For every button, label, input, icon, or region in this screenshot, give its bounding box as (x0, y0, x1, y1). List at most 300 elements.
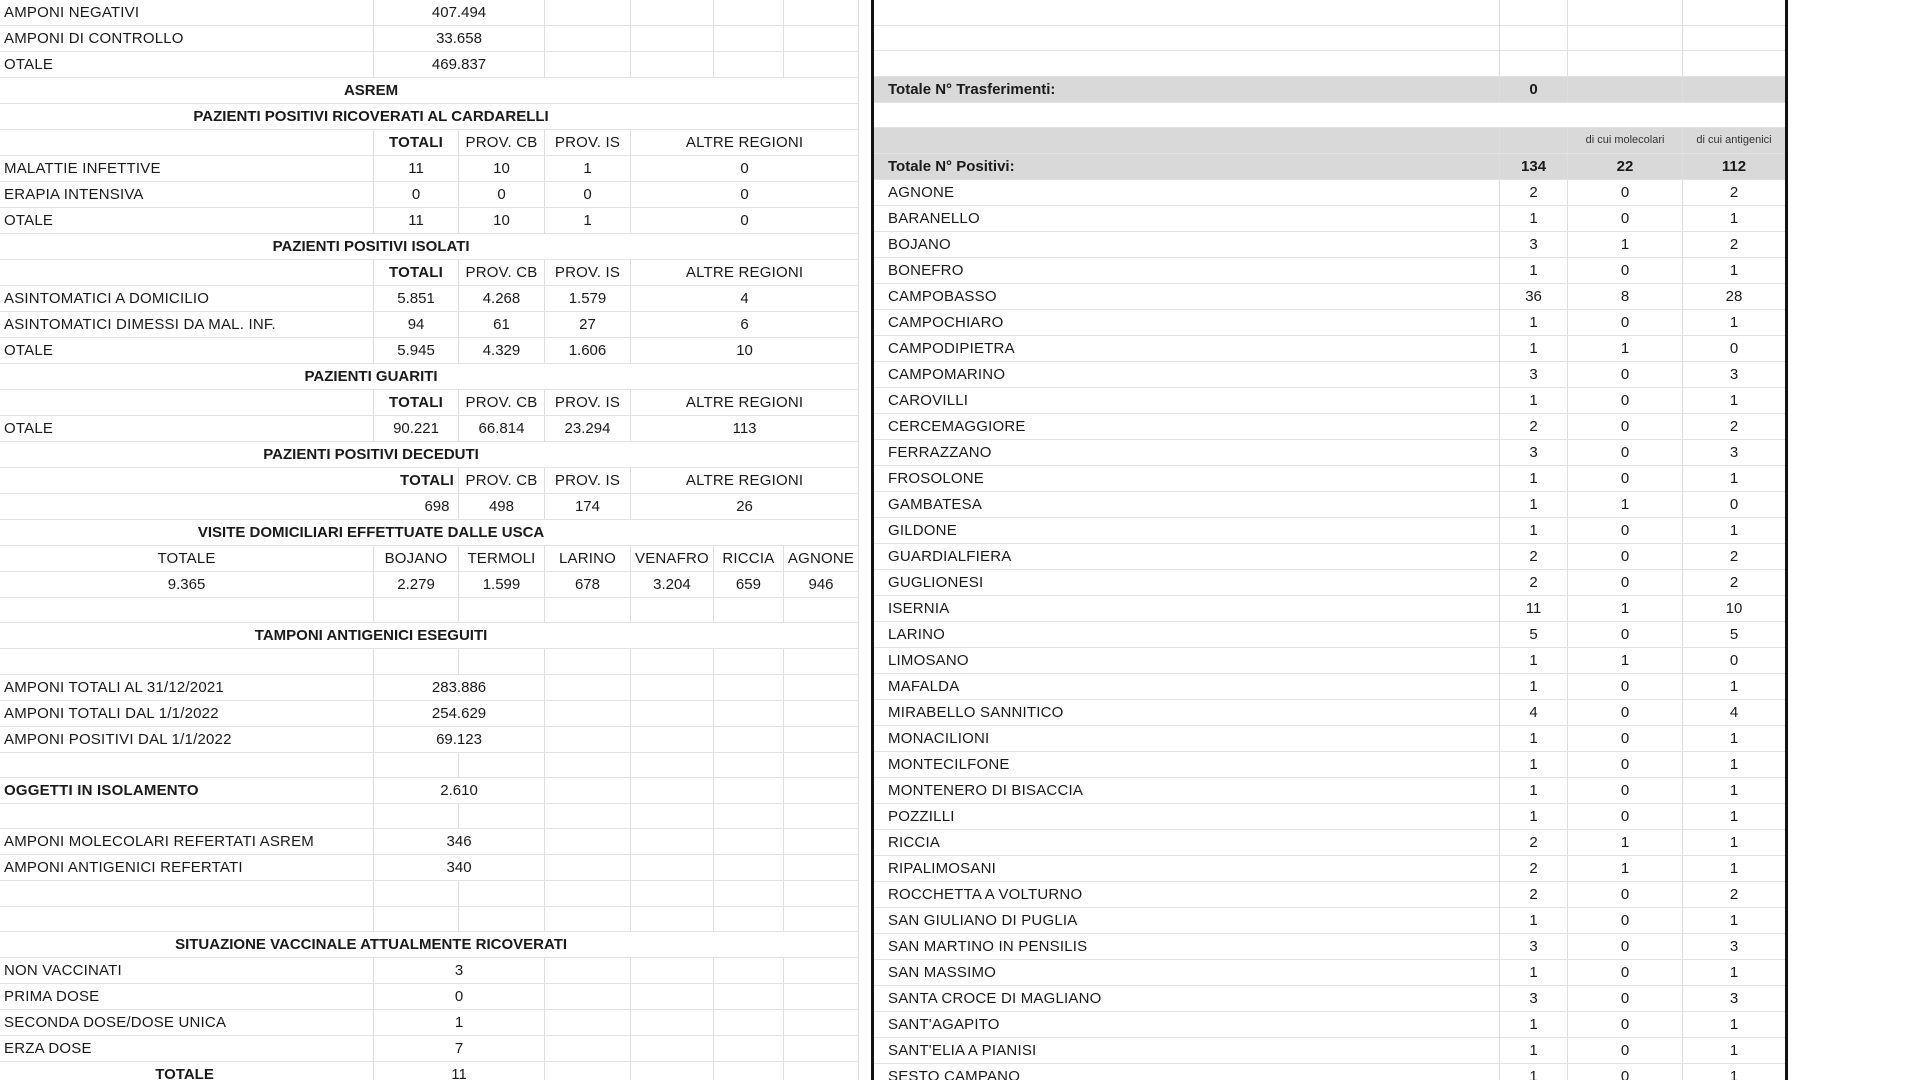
comune-name[interactable]: CERCEMAGGIORE (874, 413, 1500, 439)
comune-name[interactable]: RIPALIMOSANI (874, 855, 1500, 881)
column-header[interactable]: BOJANO (374, 546, 459, 572)
comune-antigenici[interactable]: 1 (1683, 309, 1786, 335)
empty-cell[interactable] (713, 778, 783, 804)
comune-total[interactable]: 3 (1500, 361, 1568, 387)
comune-name[interactable]: RICCIA (874, 829, 1500, 855)
comune-name[interactable]: SANT'AGAPITO (874, 1011, 1500, 1037)
row-label[interactable]: AMPONI ANTIGENICI REFERTATI (0, 855, 374, 881)
positivi-label[interactable]: Totale N° Positivi: (874, 153, 1500, 179)
comune-total[interactable]: 1 (1500, 309, 1568, 335)
row-label[interactable]: ERAPIA INTENSIVA (0, 182, 374, 208)
empty-cell[interactable] (630, 881, 713, 906)
empty-cell[interactable] (630, 26, 713, 52)
comune-antigenici[interactable]: 0 (1683, 335, 1786, 361)
comune-antigenici[interactable]: 1 (1683, 387, 1786, 413)
row-value[interactable]: 469.837 (374, 52, 545, 78)
comune-total[interactable]: 1 (1500, 751, 1568, 777)
empty-cell[interactable] (544, 598, 630, 623)
row-value[interactable]: 90.221 (374, 416, 459, 442)
empty-cell[interactable] (544, 958, 630, 984)
comune-total[interactable]: 1 (1500, 517, 1568, 543)
empty-cell[interactable] (0, 130, 374, 156)
comune-name[interactable]: GUARDIALFIERA (874, 543, 1500, 569)
empty-cell[interactable] (544, 1010, 630, 1036)
column-header[interactable]: PROV. CB (458, 390, 544, 416)
comune-total[interactable]: 36 (1500, 283, 1568, 309)
comune-antigenici[interactable]: 2 (1683, 569, 1786, 595)
empty-cell[interactable] (544, 0, 630, 26)
empty-cell[interactable] (0, 649, 374, 674)
column-header[interactable]: PROV. CB (458, 468, 544, 494)
row-value[interactable]: 1.599 (458, 572, 544, 598)
row-label[interactable]: ASINTOMATICI DIMESSI DA MAL. INF. (0, 312, 374, 338)
comune-antigenici[interactable]: 0 (1683, 491, 1786, 517)
comune-name[interactable]: FROSOLONE (874, 465, 1500, 491)
comune-total[interactable]: 2 (1500, 855, 1568, 881)
row-value[interactable]: 33.658 (374, 26, 545, 52)
empty-cell[interactable] (630, 829, 713, 855)
empty-cell[interactable] (874, 25, 1500, 50)
comune-molecolari[interactable]: 1 (1568, 231, 1683, 257)
comune-total[interactable]: 1 (1500, 1011, 1568, 1037)
comune-name[interactable]: GAMBATESA (874, 491, 1500, 517)
empty-cell[interactable] (458, 752, 544, 777)
empty-cell[interactable] (783, 674, 858, 700)
empty-cell[interactable] (630, 726, 713, 752)
comune-name[interactable]: SAN MASSIMO (874, 959, 1500, 985)
empty-cell[interactable] (544, 984, 630, 1010)
comune-antigenici[interactable]: 2 (1683, 413, 1786, 439)
comune-molecolari[interactable]: 0 (1568, 361, 1683, 387)
comune-total[interactable]: 1 (1500, 1063, 1568, 1080)
row-value[interactable]: 113 (630, 416, 858, 442)
comune-total[interactable]: 1 (1500, 491, 1568, 517)
comune-total[interactable]: 3 (1500, 985, 1568, 1011)
row-value[interactable]: 946 (783, 572, 858, 598)
empty-cell[interactable] (0, 390, 374, 416)
comune-name[interactable]: MAFALDA (874, 673, 1500, 699)
column-header[interactable]: TOTALI (374, 390, 459, 416)
empty-cell[interactable] (544, 726, 630, 752)
empty-cell[interactable] (544, 1036, 630, 1062)
empty-cell[interactable] (0, 752, 374, 777)
comune-total[interactable]: 3 (1500, 933, 1568, 959)
column-header[interactable]: di cui antigenici (1683, 127, 1786, 153)
empty-cell[interactable] (713, 1036, 783, 1062)
comune-total[interactable]: 1 (1500, 465, 1568, 491)
empty-cell[interactable] (713, 958, 783, 984)
row-label[interactable]: AMPONI MOLECOLARI REFERTATI ASREM (0, 829, 374, 855)
comune-name[interactable]: POZZILLI (874, 803, 1500, 829)
column-header[interactable]: TOTALI (374, 260, 459, 286)
comune-name[interactable]: LIMOSANO (874, 647, 1500, 673)
empty-cell[interactable] (374, 649, 459, 674)
empty-cell[interactable] (783, 1010, 858, 1036)
empty-cell[interactable] (1568, 76, 1683, 102)
empty-cell[interactable] (783, 1062, 858, 1080)
comune-name[interactable]: SANT'ELIA A PIANISI (874, 1037, 1500, 1063)
comune-antigenici[interactable]: 1 (1683, 829, 1786, 855)
row-value[interactable]: 10 (630, 338, 858, 364)
row-value[interactable]: 0 (630, 182, 858, 208)
row-value[interactable]: 0 (544, 182, 630, 208)
empty-cell[interactable] (630, 778, 713, 804)
comune-molecolari[interactable]: 0 (1568, 621, 1683, 647)
comune-molecolari[interactable]: 0 (1568, 881, 1683, 907)
empty-cell[interactable] (0, 598, 374, 623)
column-header[interactable]: PROV. IS (544, 468, 630, 494)
column-header[interactable]: PROV. IS (544, 260, 630, 286)
empty-cell[interactable] (630, 1010, 713, 1036)
row-value[interactable]: 6 (630, 312, 858, 338)
column-header[interactable]: di cui molecolari (1568, 127, 1683, 153)
row-label[interactable]: MALATTIE INFETTIVE (0, 156, 374, 182)
empty-cell[interactable] (713, 0, 783, 26)
comune-antigenici[interactable]: 1 (1683, 1011, 1786, 1037)
row-value[interactable]: 61 (458, 312, 544, 338)
empty-cell[interactable] (783, 52, 858, 78)
comune-name[interactable]: GUGLIONESI (874, 569, 1500, 595)
column-header[interactable]: TOTALI (374, 130, 459, 156)
empty-cell[interactable] (713, 855, 783, 881)
comune-antigenici[interactable]: 1 (1683, 907, 1786, 933)
row-value[interactable]: 1 (374, 1010, 545, 1036)
comune-name[interactable]: SANTA CROCE DI MAGLIANO (874, 985, 1500, 1011)
comune-antigenici[interactable]: 3 (1683, 933, 1786, 959)
empty-cell[interactable] (1500, 51, 1568, 76)
row-value[interactable]: 10 (458, 208, 544, 234)
comune-total[interactable]: 1 (1500, 647, 1568, 673)
empty-cell[interactable] (0, 804, 374, 829)
comune-antigenici[interactable]: 3 (1683, 361, 1786, 387)
empty-cell[interactable] (783, 829, 858, 855)
row-value[interactable]: 0 (630, 156, 858, 182)
comune-molecolari[interactable]: 0 (1568, 439, 1683, 465)
trasferimenti-label[interactable]: Totale N° Trasferimenti: (874, 76, 1500, 102)
comune-molecolari[interactable]: 1 (1568, 647, 1683, 673)
positivi-total[interactable]: 134 (1500, 153, 1568, 179)
comune-molecolari[interactable]: 0 (1568, 985, 1683, 1011)
empty-cell[interactable] (544, 649, 630, 674)
comune-antigenici[interactable]: 2 (1683, 881, 1786, 907)
comune-name[interactable]: MONTENERO DI BISACCIA (874, 777, 1500, 803)
empty-cell[interactable] (630, 0, 713, 26)
comune-total[interactable]: 1 (1500, 257, 1568, 283)
column-header[interactable]: AGNONE (783, 546, 858, 572)
comune-molecolari[interactable]: 0 (1568, 517, 1683, 543)
comune-antigenici[interactable]: 1 (1683, 803, 1786, 829)
empty-cell[interactable] (630, 1062, 713, 1080)
empty-cell[interactable] (630, 804, 713, 829)
row-value[interactable]: 4 (630, 286, 858, 312)
total-label[interactable]: TOTALE (0, 1062, 374, 1080)
comune-total[interactable]: 2 (1500, 829, 1568, 855)
empty-cell[interactable] (630, 598, 713, 623)
comune-molecolari[interactable]: 0 (1568, 1037, 1683, 1063)
row-value[interactable]: 407.494 (374, 0, 545, 26)
empty-cell[interactable] (544, 804, 630, 829)
row-label[interactable]: OTALE (0, 338, 374, 364)
comune-name[interactable]: MIRABELLO SANNITICO (874, 699, 1500, 725)
comune-antigenici[interactable]: 1 (1683, 1037, 1786, 1063)
comune-name[interactable]: CAROVILLI (874, 387, 1500, 413)
comune-total[interactable]: 1 (1500, 205, 1568, 231)
comune-molecolari[interactable]: 0 (1568, 413, 1683, 439)
empty-cell[interactable] (374, 752, 459, 777)
comune-antigenici[interactable]: 1 (1683, 855, 1786, 881)
comune-name[interactable]: ISERNIA (874, 595, 1500, 621)
column-header[interactable]: LARINO (544, 546, 630, 572)
row-label[interactable]: AMPONI POSITIVI DAL 1/1/2022 (0, 726, 374, 752)
row-value[interactable]: 11 (374, 208, 459, 234)
row-label[interactable]: AMPONI TOTALI AL 31/12/2021 (0, 674, 374, 700)
empty-cell[interactable] (544, 752, 630, 777)
comune-total[interactable]: 2 (1500, 543, 1568, 569)
comune-total[interactable]: 3 (1500, 439, 1568, 465)
empty-cell[interactable] (874, 51, 1500, 76)
row-value[interactable]: 69.123 (374, 726, 545, 752)
row-label[interactable]: OTALE (0, 52, 374, 78)
empty-cell[interactable] (713, 1010, 783, 1036)
comune-antigenici[interactable]: 1 (1683, 257, 1786, 283)
empty-cell[interactable] (374, 598, 459, 623)
empty-cell[interactable] (630, 52, 713, 78)
empty-cell[interactable] (630, 752, 713, 777)
comune-antigenici[interactable]: 28 (1683, 283, 1786, 309)
empty-cell[interactable] (1683, 76, 1786, 102)
empty-cell[interactable] (544, 700, 630, 726)
empty-cell[interactable] (630, 958, 713, 984)
empty-cell[interactable] (713, 881, 783, 906)
column-header[interactable]: ALTRE REGIONI (630, 260, 858, 286)
row-value[interactable]: 5.945 (374, 338, 459, 364)
empty-cell[interactable] (1683, 51, 1786, 76)
empty-cell[interactable] (783, 0, 858, 26)
comune-antigenici[interactable]: 1 (1683, 725, 1786, 751)
column-header[interactable]: PROV. IS (544, 130, 630, 156)
comune-molecolari[interactable]: 0 (1568, 777, 1683, 803)
row-value[interactable]: 0 (458, 182, 544, 208)
comune-molecolari[interactable]: 0 (1568, 309, 1683, 335)
empty-cell[interactable] (783, 649, 858, 674)
comune-antigenici[interactable]: 3 (1683, 985, 1786, 1011)
comune-antigenici[interactable]: 0 (1683, 647, 1786, 673)
row-value[interactable]: 26 (630, 494, 858, 520)
row-value[interactable]: 498 (458, 494, 544, 520)
empty-cell[interactable] (1568, 102, 1683, 127)
comune-total[interactable]: 1 (1500, 673, 1568, 699)
empty-cell[interactable] (713, 804, 783, 829)
row-label[interactable]: SECONDA DOSE/DOSE UNICA (0, 1010, 374, 1036)
empty-cell[interactable] (374, 881, 459, 906)
empty-cell[interactable] (544, 829, 630, 855)
empty-cell[interactable] (374, 804, 459, 829)
comune-total[interactable]: 1 (1500, 959, 1568, 985)
comune-antigenici[interactable]: 1 (1683, 205, 1786, 231)
column-header[interactable]: ALTRE REGIONI (630, 390, 858, 416)
empty-cell[interactable] (1500, 127, 1568, 153)
empty-cell[interactable] (713, 598, 783, 623)
comune-name[interactable]: BONEFRO (874, 257, 1500, 283)
comune-antigenici[interactable]: 2 (1683, 543, 1786, 569)
empty-cell[interactable] (1683, 25, 1786, 50)
row-label[interactable]: AMPONI TOTALI DAL 1/1/2022 (0, 700, 374, 726)
row-value[interactable]: 1.579 (544, 286, 630, 312)
row-value[interactable]: 1 (544, 156, 630, 182)
comune-name[interactable]: AGNONE (874, 179, 1500, 205)
row-label[interactable]: OGGETTI IN ISOLAMENTO (0, 778, 374, 804)
comune-name[interactable]: CAMPOMARINO (874, 361, 1500, 387)
empty-cell[interactable] (874, 127, 1500, 153)
row-label[interactable]: ASINTOMATICI A DOMICILIO (0, 286, 374, 312)
comune-molecolari[interactable]: 0 (1568, 959, 1683, 985)
column-header[interactable]: PROV. CB (458, 260, 544, 286)
empty-cell[interactable] (713, 52, 783, 78)
row-value[interactable]: 1.606 (544, 338, 630, 364)
comune-total[interactable]: 2 (1500, 179, 1568, 205)
empty-cell[interactable] (713, 829, 783, 855)
comune-name[interactable]: CAMPOCHIARO (874, 309, 1500, 335)
empty-cell[interactable] (544, 906, 630, 931)
row-value[interactable]: 283.886 (374, 674, 545, 700)
column-header[interactable]: PROV. CB (458, 130, 544, 156)
empty-cell[interactable] (783, 958, 858, 984)
comune-molecolari[interactable]: 0 (1568, 205, 1683, 231)
positivi-molecolari[interactable]: 22 (1568, 153, 1683, 179)
row-value[interactable]: 11 (374, 156, 459, 182)
row-label[interactable]: AMPONI NEGATIVI (0, 0, 374, 26)
row-value[interactable]: 346 (374, 829, 545, 855)
row-label[interactable]: ERZA DOSE (0, 1036, 374, 1062)
empty-cell[interactable] (874, 0, 1500, 25)
comune-total[interactable]: 11 (1500, 595, 1568, 621)
comune-name[interactable]: CAMPODIPIETRA (874, 335, 1500, 361)
comune-total[interactable]: 4 (1500, 699, 1568, 725)
comune-molecolari[interactable]: 0 (1568, 465, 1683, 491)
empty-cell[interactable] (783, 598, 858, 623)
row-label[interactable]: OTALE (0, 416, 374, 442)
row-value[interactable]: 3.204 (630, 572, 713, 598)
empty-cell[interactable] (1568, 0, 1683, 25)
empty-cell[interactable] (713, 752, 783, 777)
comune-name[interactable]: SESTO CAMPANO (874, 1063, 1500, 1080)
comune-molecolari[interactable]: 1 (1568, 335, 1683, 361)
section-title[interactable]: PAZIENTI GUARITI (0, 364, 859, 390)
column-header[interactable]: TOTALI (0, 468, 458, 494)
empty-cell[interactable] (630, 906, 713, 931)
row-value[interactable]: 340 (374, 855, 545, 881)
comune-molecolari[interactable]: 0 (1568, 179, 1683, 205)
column-header[interactable]: PROV. IS (544, 390, 630, 416)
empty-cell[interactable] (458, 804, 544, 829)
empty-cell[interactable] (544, 778, 630, 804)
positivi-antigenici[interactable]: 112 (1683, 153, 1786, 179)
row-value[interactable]: 698 (0, 494, 458, 520)
comune-total[interactable]: 1 (1500, 335, 1568, 361)
empty-cell[interactable] (1683, 0, 1786, 25)
empty-cell[interactable] (374, 906, 459, 931)
comune-antigenici[interactable]: 1 (1683, 777, 1786, 803)
comune-total[interactable]: 1 (1500, 777, 1568, 803)
comune-total[interactable]: 1 (1500, 725, 1568, 751)
comune-antigenici[interactable]: 2 (1683, 179, 1786, 205)
comune-name[interactable]: SAN MARTINO IN PENSILIS (874, 933, 1500, 959)
row-value[interactable]: 27 (544, 312, 630, 338)
row-label[interactable]: PRIMA DOSE (0, 984, 374, 1010)
row-value[interactable]: 5.851 (374, 286, 459, 312)
empty-cell[interactable] (713, 906, 783, 931)
comune-antigenici[interactable]: 1 (1683, 517, 1786, 543)
empty-cell[interactable] (713, 26, 783, 52)
comune-total[interactable]: 1 (1500, 907, 1568, 933)
comune-molecolari[interactable]: 0 (1568, 933, 1683, 959)
empty-cell[interactable] (458, 649, 544, 674)
empty-cell[interactable] (783, 855, 858, 881)
empty-cell[interactable] (713, 674, 783, 700)
row-value[interactable]: 2.279 (374, 572, 459, 598)
empty-cell[interactable] (874, 102, 1500, 127)
empty-cell[interactable] (713, 649, 783, 674)
empty-cell[interactable] (713, 984, 783, 1010)
comune-molecolari[interactable]: 8 (1568, 283, 1683, 309)
section-title[interactable]: VISITE DOMICILIARI EFFETTUATE DALLE USCA (0, 520, 859, 546)
empty-cell[interactable] (713, 726, 783, 752)
column-header[interactable]: VENAFRO (630, 546, 713, 572)
empty-cell[interactable] (0, 906, 374, 931)
comune-antigenici[interactable]: 5 (1683, 621, 1786, 647)
empty-cell[interactable] (1683, 102, 1786, 127)
comune-molecolari[interactable]: 0 (1568, 387, 1683, 413)
row-value[interactable]: 1 (544, 208, 630, 234)
comune-total[interactable]: 1 (1500, 803, 1568, 829)
empty-cell[interactable] (783, 1036, 858, 1062)
comune-molecolari[interactable]: 0 (1568, 803, 1683, 829)
row-value[interactable]: 174 (544, 494, 630, 520)
comune-antigenici[interactable]: 10 (1683, 595, 1786, 621)
asrem-title[interactable]: ASREM (0, 78, 859, 104)
comune-name[interactable]: GILDONE (874, 517, 1500, 543)
row-value[interactable]: 0 (374, 182, 459, 208)
empty-cell[interactable] (783, 984, 858, 1010)
comune-total[interactable]: 2 (1500, 881, 1568, 907)
empty-cell[interactable] (783, 752, 858, 777)
row-value[interactable]: 0 (630, 208, 858, 234)
empty-cell[interactable] (0, 260, 374, 286)
row-value[interactable]: 66.814 (458, 416, 544, 442)
empty-cell[interactable] (544, 26, 630, 52)
empty-cell[interactable] (783, 906, 858, 931)
comune-molecolari[interactable]: 0 (1568, 751, 1683, 777)
comune-name[interactable]: LARINO (874, 621, 1500, 647)
section-title[interactable]: PAZIENTI POSITIVI DECEDUTI (0, 442, 859, 468)
comune-molecolari[interactable]: 0 (1568, 907, 1683, 933)
section-title[interactable]: PAZIENTI POSITIVI ISOLATI (0, 234, 859, 260)
comune-molecolari[interactable]: 0 (1568, 1011, 1683, 1037)
empty-cell[interactable] (630, 984, 713, 1010)
comune-molecolari[interactable]: 1 (1568, 491, 1683, 517)
comune-name[interactable]: CAMPOBASSO (874, 283, 1500, 309)
comune-antigenici[interactable]: 1 (1683, 673, 1786, 699)
comune-total[interactable]: 1 (1500, 387, 1568, 413)
comune-molecolari[interactable]: 0 (1568, 1063, 1683, 1080)
total-value[interactable]: 11 (374, 1062, 545, 1080)
comune-antigenici[interactable]: 1 (1683, 465, 1786, 491)
column-header[interactable]: TERMOLI (458, 546, 544, 572)
empty-cell[interactable] (783, 778, 858, 804)
section-title[interactable]: TAMPONI ANTIGENICI ESEGUITI (0, 623, 859, 649)
comune-name[interactable]: BOJANO (874, 231, 1500, 257)
empty-cell[interactable] (458, 881, 544, 906)
